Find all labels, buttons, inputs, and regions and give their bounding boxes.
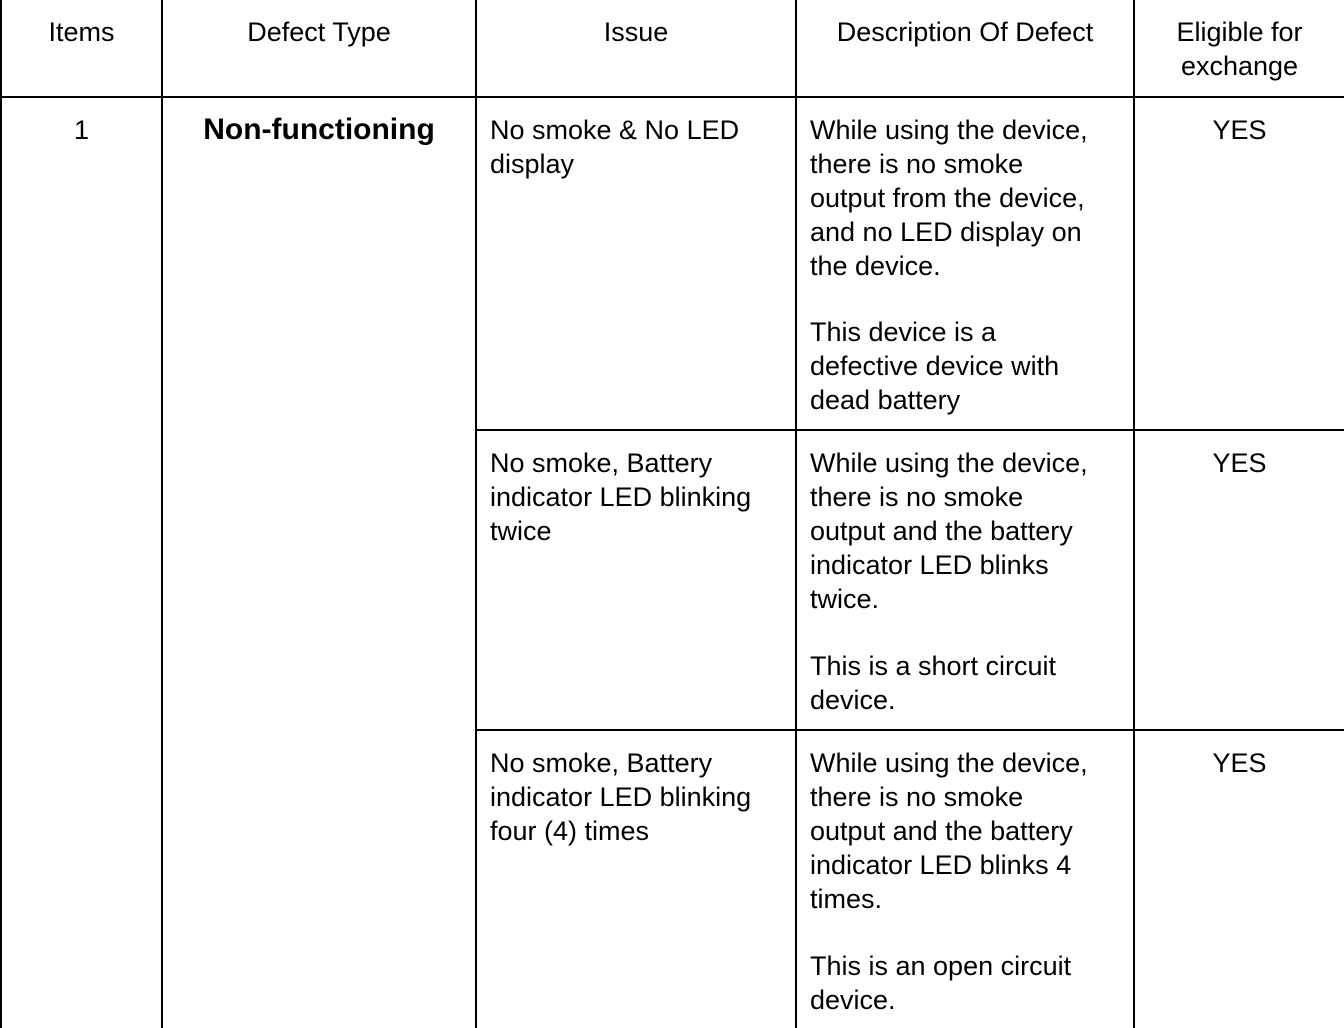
description-note: This device is a defective device with dead battery bbox=[810, 317, 1060, 415]
column-divider bbox=[161, 0, 163, 1028]
description-note: This is an open circuit device. bbox=[810, 951, 1072, 1015]
description-cell: While using the device, there is no smoke output and the battery indicator LED blinks 4 times. bbox=[810, 748, 1088, 914]
row-divider bbox=[475, 729, 1344, 731]
column-divider bbox=[475, 0, 477, 1028]
eligible-cell: YES bbox=[1212, 115, 1267, 145]
header-issue: Issue bbox=[603, 17, 669, 47]
header-description: Description Of Defect bbox=[836, 17, 1094, 47]
column-divider bbox=[795, 0, 797, 1028]
description-cell: While using the device, there is no smoke output from the device, and no LED display on the device. bbox=[810, 115, 1088, 281]
eligible-cell: YES bbox=[1212, 448, 1267, 478]
table-border-left bbox=[0, 0, 2, 1028]
column-divider bbox=[1133, 0, 1135, 1028]
defect-type-label: Non-functioning bbox=[203, 113, 435, 146]
issue-cell: No smoke, Battery indicator LED blinking four (4) times bbox=[490, 748, 752, 846]
header-defect-type: Defect Type bbox=[247, 17, 391, 47]
header-eligible: Eligible for exchange bbox=[1176, 17, 1303, 81]
header-bottom-border bbox=[0, 96, 1344, 98]
issue-cell: No smoke, Battery indicator LED blinking twice bbox=[490, 448, 752, 546]
description-cell: While using the device, there is no smoke output and the battery indicator LED blinks twice. bbox=[810, 448, 1088, 614]
issue-cell: No smoke & No LED display bbox=[490, 115, 740, 179]
item-number: 1 bbox=[73, 115, 90, 145]
eligible-cell: YES bbox=[1212, 748, 1267, 778]
row-divider bbox=[475, 429, 1344, 431]
header-items: Items bbox=[48, 17, 115, 47]
description-note: This is a short circuit device. bbox=[810, 651, 1057, 715]
